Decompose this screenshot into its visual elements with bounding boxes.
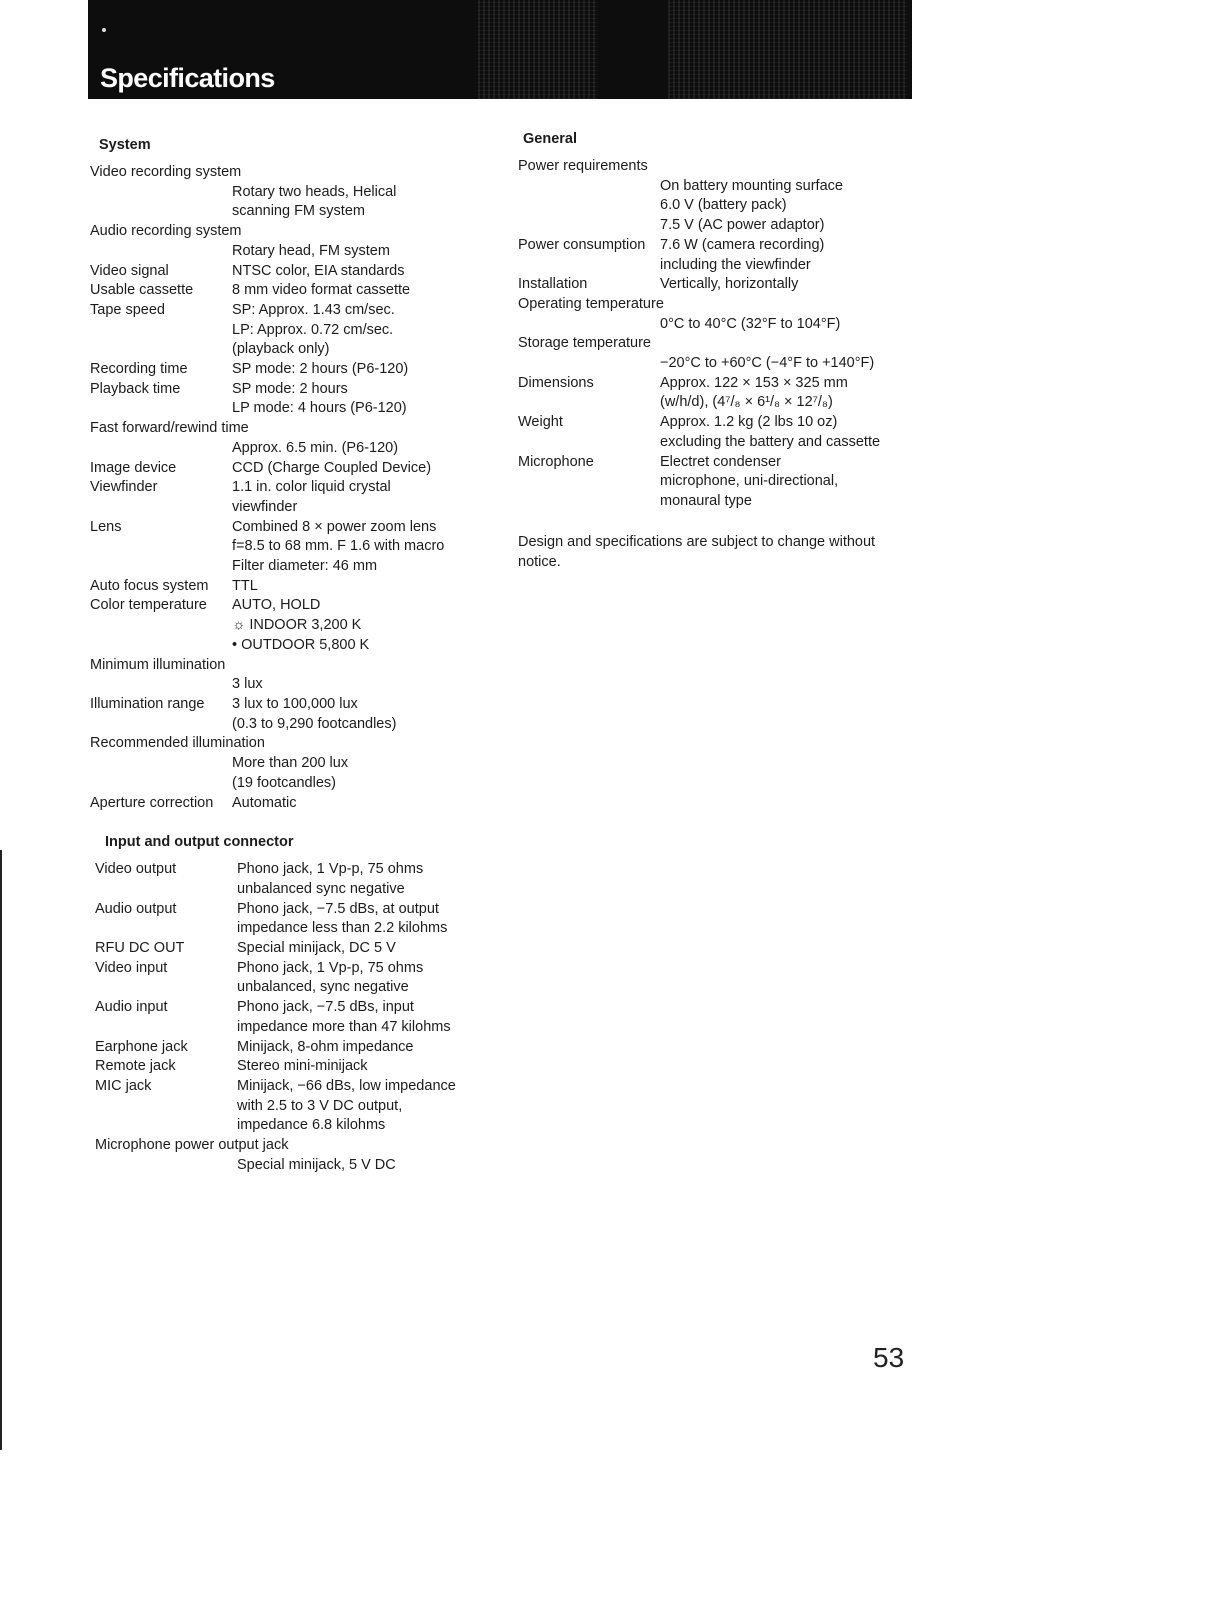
spec-row xyxy=(90,301,510,360)
spec-row xyxy=(95,1156,510,1176)
spec-value: Phono jack, −7.5 dBs, input xyxy=(237,999,414,1016)
spec-values xyxy=(232,262,510,282)
spec-value: microphone, uni-directional, xyxy=(660,473,839,490)
spec-value: monaural type xyxy=(660,492,752,509)
spec-label: Fast forward/rewind time xyxy=(90,420,249,437)
spec-values xyxy=(232,242,510,262)
spec-value: SP mode: 2 hours xyxy=(232,380,348,397)
spec-label: Playback time xyxy=(90,380,181,397)
label-spacer xyxy=(518,177,660,236)
spec-values xyxy=(237,1038,510,1058)
spec-values xyxy=(232,281,510,301)
spec-value: Phono jack, −7.5 dBs, at output xyxy=(237,900,439,917)
spec-values xyxy=(232,518,510,577)
page-title: Specifications xyxy=(100,63,275,93)
spec-label: Power requirements xyxy=(518,158,648,174)
spec-label: Audio input xyxy=(95,999,168,1016)
spec-value: 3 lux to 100,000 lux xyxy=(232,695,358,712)
system-heading: System xyxy=(99,137,151,153)
spec-label: Recording time xyxy=(90,361,188,378)
spec-row xyxy=(90,262,510,282)
spec-label: Microphone xyxy=(518,453,594,470)
title-banner xyxy=(88,0,912,99)
spec-row xyxy=(90,183,510,222)
spec-row xyxy=(90,281,510,301)
spec-value: Phono jack, 1 Vp-p, 75 ohms xyxy=(237,861,424,878)
spec-row xyxy=(90,439,510,459)
spec-row xyxy=(518,453,938,512)
spec-label: Video input xyxy=(95,959,168,976)
spec-value: LP mode: 4 hours (P6-120) xyxy=(232,400,407,417)
spec-values xyxy=(660,354,938,374)
general-heading: General xyxy=(523,131,577,147)
spec-value: Special minijack, 5 V DC xyxy=(237,1156,396,1173)
spec-value: Vertically, horizontally xyxy=(660,276,799,293)
spec-value: Minijack, −66 dBs, low impedance xyxy=(237,1077,456,1094)
spec-label: Dimensions xyxy=(518,374,594,391)
spec-values xyxy=(660,275,938,295)
spec-value: including the viewfinder xyxy=(660,256,811,273)
spec-values xyxy=(237,998,510,1037)
spec-value: Automatic xyxy=(232,794,297,811)
spec-value: Rotary head, FM system xyxy=(232,242,390,259)
spec-row xyxy=(95,1057,510,1077)
spec-values xyxy=(232,183,510,222)
spec-label: Image device xyxy=(90,459,177,476)
spec-value: (w/h/d), (4⁷/₈ × 6¹/₈ × 12⁷/₈) xyxy=(660,394,833,411)
spec-values xyxy=(232,459,510,479)
spec-value: (19 footcandles) xyxy=(232,774,336,791)
spec-value: CCD (Charge Coupled Device) xyxy=(232,459,432,476)
spec-label: Operating temperature xyxy=(518,295,664,312)
left-column xyxy=(90,134,510,1175)
spec-row xyxy=(90,794,510,814)
spec-values xyxy=(232,301,510,360)
spec-row xyxy=(518,354,938,374)
spec-row xyxy=(95,860,510,899)
spec-row xyxy=(95,900,510,939)
label-spacer xyxy=(90,183,232,222)
spec-values xyxy=(232,360,510,380)
spec-value: Phono jack, 1 Vp-p, 75 ohms xyxy=(237,959,424,976)
spec-values xyxy=(237,1057,510,1077)
spec-values xyxy=(232,675,510,695)
spec-row xyxy=(90,577,510,597)
spec-values xyxy=(232,577,510,597)
spec-label: Aperture correction xyxy=(90,794,214,811)
spec-label: Remote jack xyxy=(95,1058,176,1075)
spec-label: Audio recording system xyxy=(90,223,242,240)
spec-value: ☼ INDOOR 3,200 K xyxy=(232,617,362,634)
spec-values xyxy=(237,939,510,959)
banner-texture xyxy=(478,0,598,99)
spec-value: Electret condenser xyxy=(660,453,781,470)
spec-value: f=8.5 to 68 mm. F 1.6 with macro xyxy=(232,538,445,555)
spec-values xyxy=(232,380,510,419)
spec-value: Combined 8 × power zoom lens xyxy=(232,518,437,535)
spec-label: Color temperature xyxy=(90,597,207,614)
spec-value: excluding the battery and cassette xyxy=(660,433,881,450)
spec-values xyxy=(232,695,510,734)
spec-label: Installation xyxy=(518,276,588,293)
spec-value: Special minijack, DC 5 V xyxy=(237,940,396,957)
spec-label: Usable cassette xyxy=(90,282,194,299)
spec-values xyxy=(660,374,938,413)
spec-row xyxy=(95,959,510,998)
spec-row xyxy=(518,374,938,413)
spec-label: Storage temperature xyxy=(518,335,651,352)
page-number: 53 xyxy=(873,1342,905,1373)
spec-value: Approx. 122 × 153 × 325 mm xyxy=(660,374,848,391)
spec-row xyxy=(518,315,938,335)
spec-label: Video signal xyxy=(90,262,169,279)
spec-value: Rotary two heads, Helical xyxy=(232,183,397,200)
spec-values xyxy=(237,959,510,998)
spec-values xyxy=(660,413,938,452)
binding-edge-line xyxy=(0,850,2,1450)
spec-label: MIC jack xyxy=(95,1077,152,1094)
spec-value: SP mode: 2 hours (P6-120) xyxy=(232,361,409,378)
spec-values xyxy=(237,900,510,939)
spec-value: with 2.5 to 3 V DC output, xyxy=(237,1097,403,1114)
spec-label: Power consumption xyxy=(518,236,646,253)
spec-value: On battery mounting surface xyxy=(660,177,843,194)
spec-value: LP: Approx. 0.72 cm/sec. xyxy=(232,321,394,338)
spec-row xyxy=(518,275,938,295)
spec-values xyxy=(237,1077,510,1136)
label-spacer xyxy=(518,354,660,374)
spec-value: 1.1 in. color liquid crystal xyxy=(232,479,391,496)
spec-value: AUTO, HOLD xyxy=(232,597,321,614)
spec-value: NTSC color, EIA standards xyxy=(232,262,405,279)
spec-label: RFU DC OUT xyxy=(95,940,185,957)
spec-values xyxy=(660,236,938,275)
spec-label: Video output xyxy=(95,861,177,878)
spec-value: −20°C to +60°C (−4°F to +140°F) xyxy=(660,355,875,372)
spec-row xyxy=(90,675,510,695)
spec-row xyxy=(90,754,510,793)
spec-value: 6.0 V (battery pack) xyxy=(660,197,787,214)
spec-value: 8 mm video format cassette xyxy=(232,282,411,299)
spec-value: (playback only) xyxy=(232,341,330,358)
label-spacer xyxy=(90,675,232,695)
spec-value: 3 lux xyxy=(232,676,263,693)
spec-value: Approx. 6.5 min. (P6-120) xyxy=(232,439,399,456)
spec-value: impedance 6.8 kilohms xyxy=(237,1117,386,1134)
spec-label: Viewfinder xyxy=(90,479,158,496)
spec-values xyxy=(660,315,938,335)
banner-speck xyxy=(102,28,106,32)
spec-label: Auto focus system xyxy=(90,577,209,594)
spec-value: • OUTDOOR 5,800 K xyxy=(232,636,370,653)
spec-value: impedance less than 2.2 kilohms xyxy=(237,920,448,937)
spec-label: Illumination range xyxy=(90,695,205,712)
spec-value: Filter diameter: 46 mm xyxy=(232,558,378,575)
spec-values xyxy=(660,177,938,236)
spec-value: SP: Approx. 1.43 cm/sec. xyxy=(232,301,395,318)
spec-value: Minijack, 8-ohm impedance xyxy=(237,1038,414,1055)
spec-label: Earphone jack xyxy=(95,1038,188,1055)
label-spacer xyxy=(90,242,232,262)
spec-value: unbalanced, sync negative xyxy=(237,979,409,996)
label-spacer xyxy=(90,439,232,459)
spec-value: Approx. 1.2 kg (2 lbs 10 oz) xyxy=(660,414,838,431)
spec-value: unbalanced sync negative xyxy=(237,880,405,897)
label-spacer xyxy=(95,1156,237,1176)
right-column xyxy=(518,128,938,572)
spec-row xyxy=(95,939,510,959)
spec-label: Microphone power output jack xyxy=(95,1137,289,1154)
spec-label: Tape speed xyxy=(90,301,165,318)
spec-row xyxy=(90,695,510,734)
spec-row xyxy=(90,242,510,262)
spec-row xyxy=(95,1038,510,1058)
system-spec-list xyxy=(90,163,510,813)
spec-label: Minimum illumination xyxy=(90,656,226,673)
banner-texture xyxy=(668,0,908,99)
spec-values xyxy=(232,794,510,814)
spec-row xyxy=(90,380,510,419)
label-spacer xyxy=(518,315,660,335)
label-spacer xyxy=(90,754,232,793)
spec-label: Lens xyxy=(90,518,122,535)
spec-row xyxy=(95,1077,510,1136)
spec-value: Stereo mini-minijack xyxy=(237,1058,368,1075)
spec-value: 0°C to 40°C (32°F to 104°F) xyxy=(660,315,841,332)
io-heading: Input and output connector xyxy=(105,834,294,851)
spec-value: impedance more than 47 kilohms xyxy=(237,1018,451,1035)
spec-value: TTL xyxy=(232,577,258,594)
spec-values xyxy=(232,754,510,793)
spec-values xyxy=(237,1156,510,1176)
spec-row xyxy=(90,518,510,577)
spec-row xyxy=(518,413,938,452)
spec-label: Recommended illumination xyxy=(90,735,265,752)
spec-value: scanning FM system xyxy=(232,203,365,220)
spec-value: 7.5 V (AC power adaptor) xyxy=(660,217,825,234)
general-spec-list xyxy=(518,157,938,512)
spec-values xyxy=(232,439,510,459)
spec-row xyxy=(518,177,938,236)
io-spec-list xyxy=(95,860,510,1175)
spec-value: viewfinder xyxy=(232,498,298,515)
spec-label: Video recording system xyxy=(90,164,242,180)
spec-row xyxy=(90,478,510,517)
spec-values xyxy=(660,453,938,512)
change-notice: Design and specifications are subject to change without notice. xyxy=(518,533,876,570)
spec-values xyxy=(232,596,510,655)
spec-values xyxy=(237,860,510,899)
spec-label: Audio output xyxy=(95,900,177,917)
spec-row xyxy=(95,998,510,1037)
spec-row xyxy=(518,236,938,275)
spec-label: Weight xyxy=(518,414,563,431)
spec-value: 7.6 W (camera recording) xyxy=(660,236,825,253)
spec-row xyxy=(90,459,510,479)
spec-value: (0.3 to 9,290 footcandles) xyxy=(232,715,397,732)
spec-row xyxy=(90,360,510,380)
spec-row xyxy=(90,596,510,655)
spec-value: More than 200 lux xyxy=(232,755,349,772)
spec-values xyxy=(232,478,510,517)
